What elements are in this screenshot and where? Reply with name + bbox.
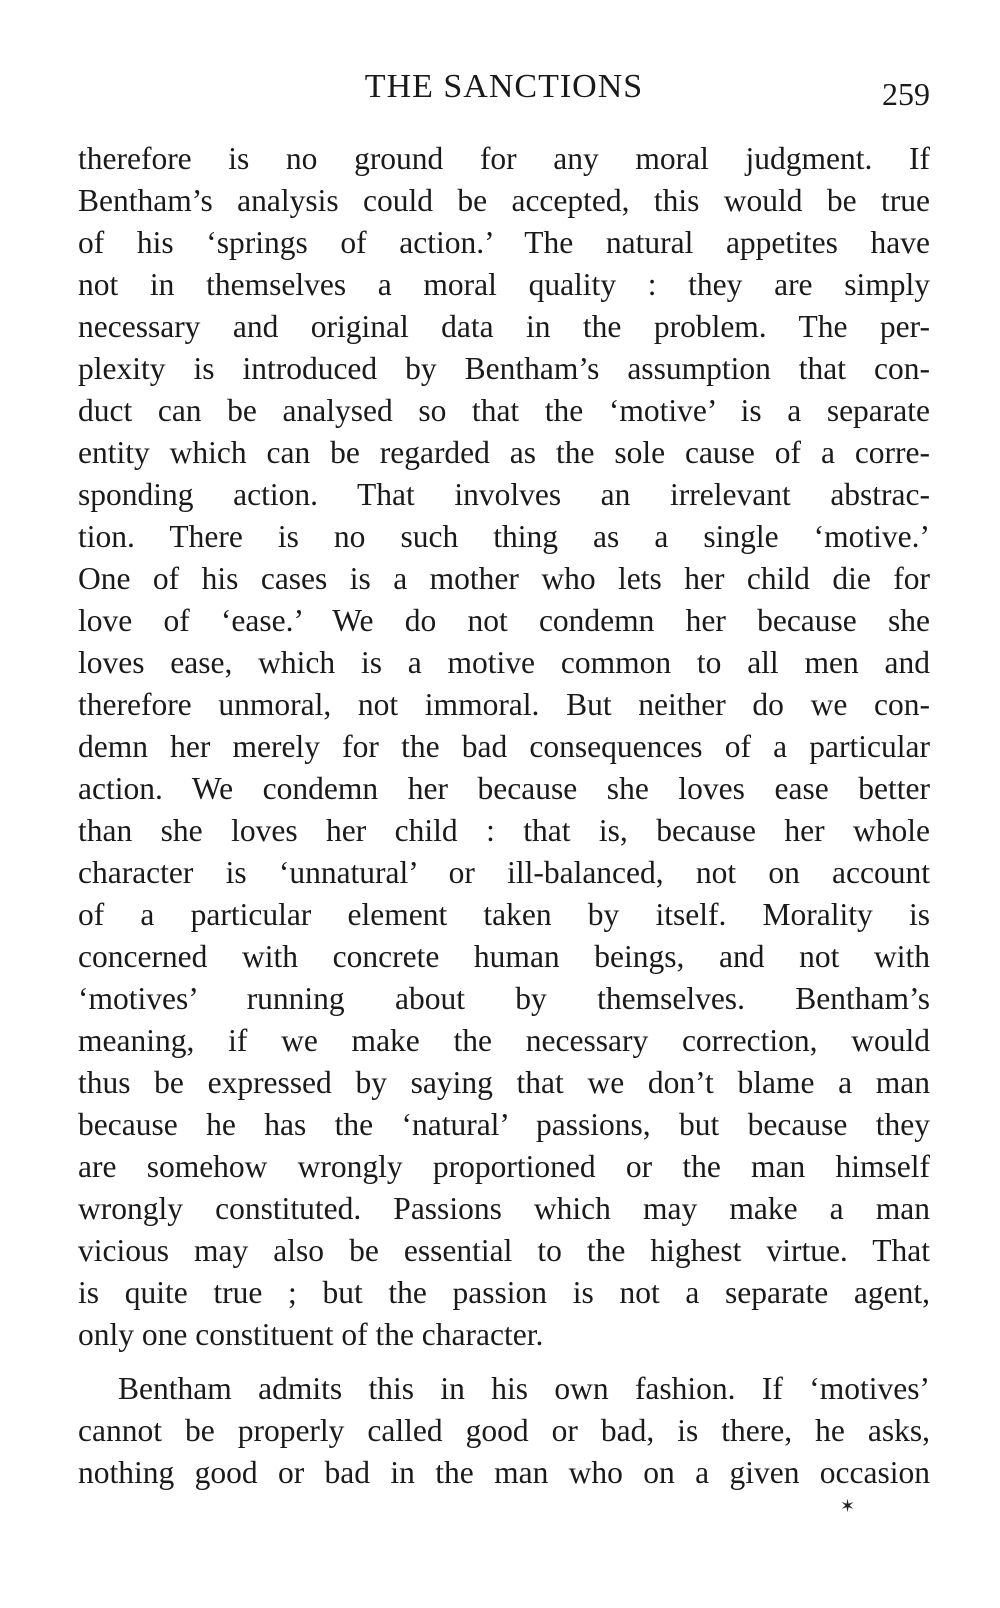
text-line: of his ‘springs of action.’ The natural appetites have (78, 225, 930, 260)
text-line: plexity is introduced by Bentham’s assumption that con- (78, 351, 930, 386)
page-number: 259 (882, 76, 930, 112)
text-line: demn her merely for the bad consequences of a particular (78, 729, 930, 764)
text-line: is quite true ; but the passion is not a separate agent, (78, 1275, 930, 1310)
text-line: meaning, if we make the necessary correction, would (78, 1023, 930, 1058)
text-line: cannot be properly called good or bad, is there, he asks, (78, 1413, 930, 1448)
text-line: duct can be analysed so that the ‘motive’ is a separate (78, 393, 930, 428)
text-line: therefore is no ground for any moral judgment. If (78, 141, 930, 176)
running-head (78, 68, 930, 118)
text-line: vicious may also be essential to the highest virtue. That (78, 1233, 930, 1268)
text-line: nothing good or bad in the man who on a given occasion (78, 1455, 930, 1490)
paragraph-gap (78, 1356, 930, 1368)
text-line: because he has the ‘natural’ passions, but because they (78, 1107, 930, 1142)
text-line: only one constituent of the character. (78, 1317, 544, 1352)
text-line: wrongly constituted. Passions which may make a man (78, 1191, 930, 1226)
text-line: character is ‘unnatural’ or ill-balanced, not on account (78, 855, 930, 890)
text-line: thus be expressed by saying that we don’t blame a man (78, 1065, 930, 1100)
text-line: action. We condemn her because she loves ease better (78, 771, 930, 806)
text-line: tion. There is no such thing as a single ‘motive.’ (78, 519, 930, 554)
text-line: One of his cases is a mother who lets her child die for (78, 561, 930, 596)
text-line: ‘motives’ running about by themselves. Bentham’s (78, 981, 930, 1016)
text-line: loves ease, which is a motive common to all men and (78, 645, 930, 680)
body-text (78, 138, 930, 1494)
text-line: Bentham admits this in his own fashion. If ‘motives’ (118, 1371, 930, 1406)
text-line: are somehow wrongly proportioned or the man himself (78, 1149, 930, 1184)
ink-speck: ✶ (840, 1496, 856, 1516)
text-line: necessary and original data in the problem. The per- (78, 309, 930, 344)
running-title: THE SANCTIONS (364, 68, 644, 105)
paragraph-2 (78, 1368, 930, 1494)
text-line: than she loves her child : that is, because her whole (78, 813, 930, 848)
paragraph-1 (78, 138, 930, 1356)
text-line: therefore unmoral, not immoral. But neither do we con- (78, 687, 930, 722)
text-line: entity which can be regarded as the sole cause of a corre- (78, 435, 930, 470)
text-line: sponding action. That involves an irrelevant abstrac- (78, 477, 930, 512)
text-line: love of ‘ease.’ We do not condemn her because she (78, 603, 930, 638)
text-line: concerned with concrete human beings, and not with (78, 939, 930, 974)
text-line: Bentham’s analysis could be accepted, this would be true (78, 183, 930, 218)
text-line: not in themselves a moral quality : they are simply (78, 267, 930, 302)
text-line: of a particular element taken by itself. Morality is (78, 897, 930, 932)
